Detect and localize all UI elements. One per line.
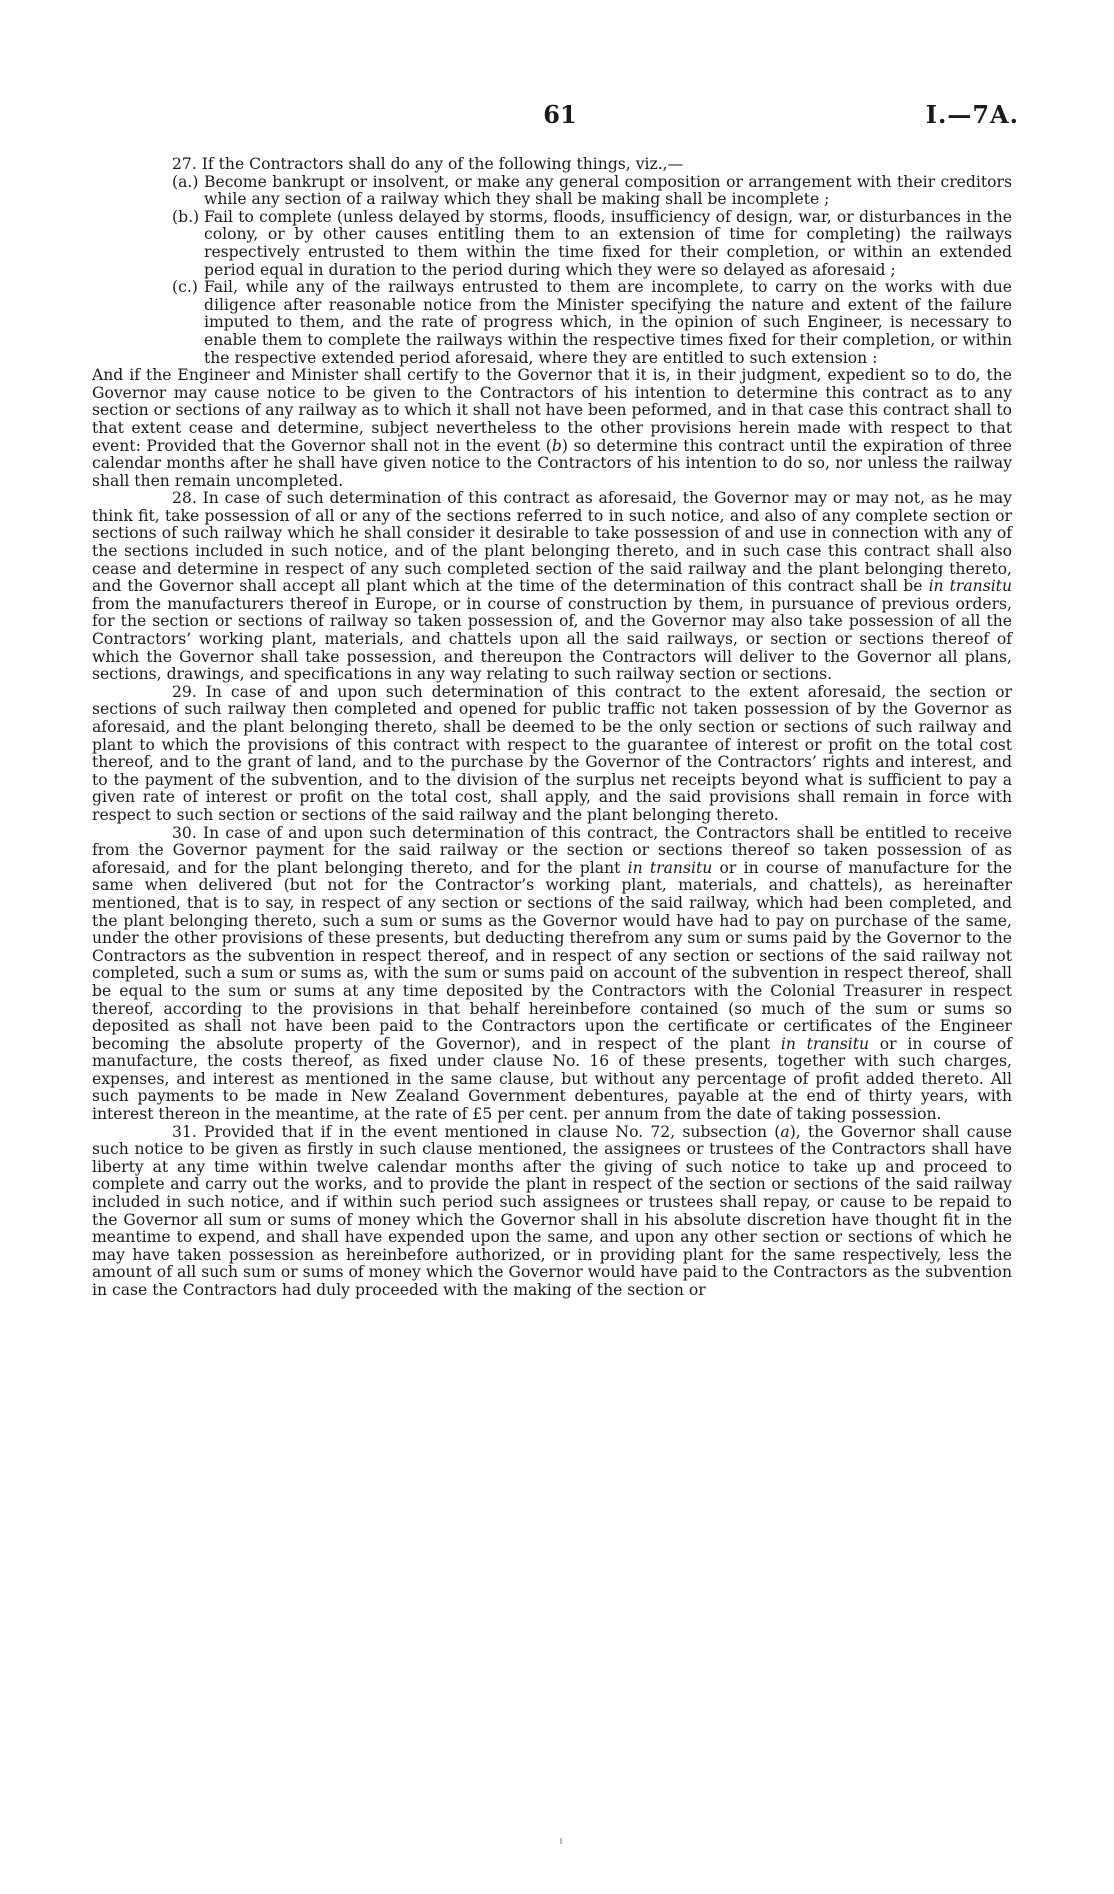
italic-text: a (780, 1122, 790, 1141)
clause-27-item-b (92, 209, 1012, 279)
item-label: (b.) (172, 207, 200, 226)
page-header (0, 100, 1114, 140)
item-text: Fail, while any of the railways entrusted to them are incomplete, to carry on the works with due diligence after reasonable notice from the Minister specifying the nature and extent of the failure imputed to them, and the rate of progress which, in the opinion of such Engineer, is necessary to enable them to complete the railways within the respective times fixed for their completion, or within the respective extended period aforesaid, where they are entitled to such extension : (204, 278, 1012, 367)
italic-text: in transitu (627, 858, 713, 877)
italic-text: b (551, 436, 562, 455)
text-run: And if the Engineer and Minister shall certify to the Governor that it is, in their judgment, expedient so to do, the Governor may cause notice to be given to the Contractors of his intention to determine this contract as to any section or sections of any railway as to which it shall not have been peformed, and in that case this contract shall to that extent cease and determine, subject nevertheless to the other provisions herein made with respect to that event: Provided that the Governor shall not in the event ( (92, 366, 1012, 455)
text-run: 31. Provided that if in the event mentioned in clause No. 72, subsection ( (172, 1122, 781, 1141)
item-label: (a.) (172, 172, 199, 191)
italic-text: in transitu (780, 1034, 870, 1053)
clause-30 (92, 825, 1012, 1124)
document-body (92, 156, 1012, 1300)
item-text: Fail to complete (unless delayed by storms, floods, insufficiency of design, war, or disturbances in the colony, or by other causes entitling them to an extension of time for completing) the railways respectively entrusted to them within the time fixed for their completion, or within an extended period equal in duration to the period during which they were so delayed as aforesaid ; (204, 207, 1012, 279)
italic-text: in transitu (928, 577, 1012, 596)
text-run: ), the Governor shall cause such notice to be given as firstly in such clause mentioned, the assignees or trustees of the Contractors shall have liberty at any time within twelve calendar months after the giving of such notice to take up and proceed to complete and carry out the works, and to provide the plant in respect of the section or sections of the said railway included in such notice, and if within such period such assignees or trustees shall repay, or cause to be repaid to the Governor all sum or sums of money which the Governor shall in his absolute discretion have thought fit in the meantime to expend, and shall have expended upon the same, and upon any other section or sections of which he may have taken possession as hereinbefore authorized, or in providing plant for the same respectively, less the amount of all such sum or sums of money which the Governor would have paid to the Contractors as the subvention in case the Contractors had duly proceeded with the making of the section or (92, 1122, 1013, 1299)
text-run: or in course of manufacture for the same when delivered (but not for the Contractor’s working plant, materials, and chattels), as hereinafter mentioned, that is to say, in respect of any section or sections of the said railway, which had been completed, and the plant belonging thereto, such a sum or sums as the Governor would have had to pay on purchase of the same, under the other provisions of these presents, but deducting therefrom any sum or sums paid by the Governor to the Contractors as the subvention in respect thereof, and in respect of any section or sections of the said railway not completed, such a sum or sums as, with the sum or sums paid on account of the subvention in respect thereof, shall be equal to the sum or sums at any time deposited by the Contractors with the Colonial Treasurer in respect thereof, according to the provisions in that behalf hereinbefore contained (so much of the sum or sums so deposited as shall not have been paid to the Contractors upon the certificate or certificates of the Engineer becoming the absolute property of the Governor), and in respect of the plant (92, 858, 1012, 1053)
text-run: or in course of manufacture, the costs thereof, as fixed under clause No. 16 of these presents, together with such charges, expenses, and interest as mentioned in the same clause, but without any percentage of profit added thereto. All such payments to be made in New Zealand Government debentures, payable at the end of thirty years, with interest thereon in the meantime, at the rate of £5 per cent. per annum from the date of taking possession. (92, 1034, 1012, 1124)
clause-27-intro: 27. If the Contractors shall do any of the following things, viz.,— (172, 155, 684, 173)
item-label: (c.) (172, 278, 198, 297)
text-run: ) so determine this contract until the expiration of three calendar months after he shall have given notice to the Contractors of his intention to do so, nor unless the railway shall then remain uncompleted. (92, 436, 1012, 490)
clause-27-conclusion (92, 367, 1012, 490)
clause-31 (92, 1124, 1012, 1300)
clause-27-item-a (92, 174, 1012, 209)
item-text: Become bankrupt or insolvent, or make any general composition or arrangement with their creditors while any section of a railway which they shall be making shall be incomplete ; (204, 172, 1012, 209)
text-run: 30. In case of and upon such determination of this contract, the Contractors shall be entitled to receive from the Governor payment for the said railway or the section or sections thereof so taken possession of as aforesaid, and for the plant belonging thereto, and for the plant (92, 823, 1012, 877)
document-reference: I.—7A. (925, 100, 1019, 129)
page-number: 61 (543, 100, 577, 129)
clause-27-item-c (92, 279, 1012, 367)
scan-mark (560, 1838, 562, 1844)
clause-28 (92, 490, 1012, 684)
text-run: 28. In case of such determination of this contract as aforesaid, the Governor may or may not, as he may think fit, take possession of all or any of the sections referred to in such notice, and also of any complete section or sections of such railway which he shall consider it desirable to take possession of and use in connection with any of the sections included in such notice, and of the plant belonging thereto, and in such case this contract shall also cease and determine in respect of any such completed section of the said railway and the plant belonging thereto, and the Governor shall accept all plant which at the time of the determination of this contract shall be (92, 489, 1012, 596)
text-run: from the manufacturers thereof in Europe, or in course of construction by them, in pursuance of previous orders, for the section or sections of railway so taken possession of, and the Governor may also take possession of all the Contractors’ working plant, materials, and chattels upon all the said railways, or section or sections thereof of which the Governor shall take possession, and thereupon the Contractors will deliver to the Governor all plans, sections, drawings, and specifications in any way relating to such railway section or sections. (92, 594, 1012, 684)
clause-29: 29. In case of and upon such determination of this contract to the extent aforesaid, the section or sections of such railway then completed and opened for public traffic not taken possession of by the Governor as aforesaid, and the plant belonging thereto, shall be deemed to be the only section or sections of such railway and plant to which the provisions of this contract with respect to the guarantee of interest or profit on the total cost thereof, and to the grant of land, and to the purchase by the Governor of the Contractors’ rights and interest, and to the payment of the subvention, and to the division of the surplus net receipts beyond what is sufficient to pay a given rate of interest or profit on the total cost, shall apply, and the said provisions shall remain in force with respect to such section or sections of the said railway and the plant belonging thereto. (92, 682, 1012, 824)
